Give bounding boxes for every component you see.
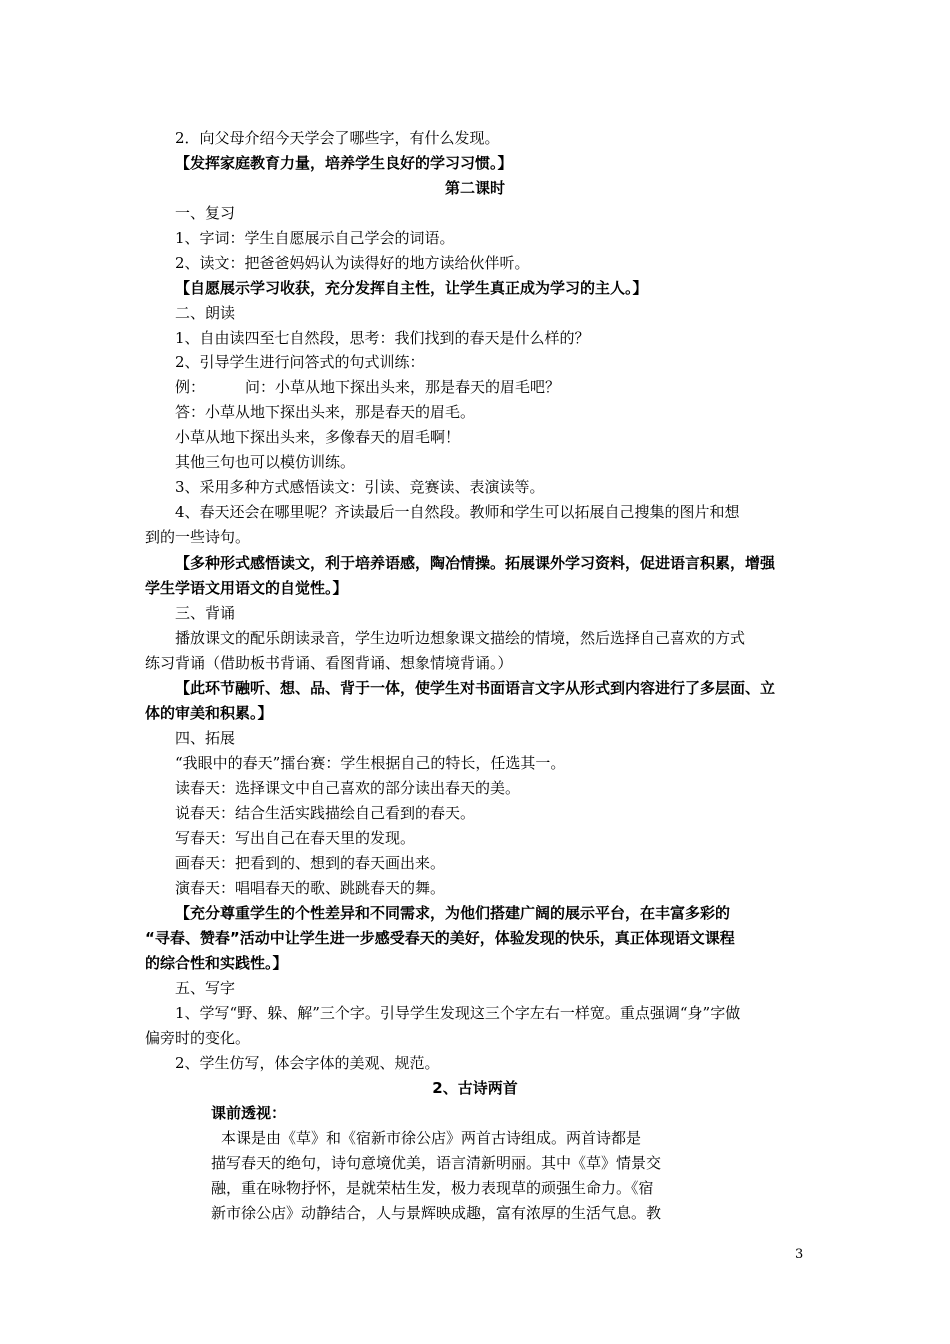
text-line: 1、学写“野、躲、解”三个字。引导学生发现这三个字左右一样宽。重点强调“身”字做	[175, 1004, 741, 1022]
text-line: 演春天：唱唱春天的歌、跳跳春天的舞。	[175, 879, 446, 897]
bold-annotation: 【此环节融听、想、品、背于一体，使学生对书面语言文字从形式到内容进行了多层面、立	[175, 679, 776, 697]
text-line: 到的一些诗句。	[145, 528, 251, 546]
text-line: 一、复习	[175, 204, 236, 222]
text-line: 其他三句也可以模仿训练。	[175, 453, 356, 471]
lesson-title: 2、古诗两首	[432, 1079, 518, 1097]
text-line: 本课是由《草》和《宿新市徐公店》两首古诗组成。两首诗都是	[221, 1129, 642, 1147]
text-line: 说春天：结合生活实践描绘自己看到的春天。	[175, 804, 476, 822]
text-line: “我眼中的春天”擂台赛：学生根据自己的特长，任选其一。	[175, 754, 566, 772]
page-number: 3	[795, 1247, 804, 1262]
text-line: 画春天：把看到的、想到的春天画出来。	[175, 854, 446, 872]
text-line: 2、引导学生进行问答式的句式训练：	[175, 353, 425, 371]
text-line: 播放课文的配乐朗读录音，学生边听边想象课文描绘的情境，然后选择自己喜欢的方式	[175, 629, 746, 647]
text-line: 1、自由读四至七自然段，思考：我们找到的春天是什么样的？	[175, 329, 590, 347]
text-line: 小草从地下探出头来，多像春天的眉毛啊！	[175, 428, 461, 446]
text-line: 读春天：选择课文中自己喜欢的部分读出春天的美。	[175, 779, 521, 797]
text-line: 4、春天还会在哪里呢？齐读最后一自然段。教师和学生可以拓展自己搜集的图片和想	[175, 503, 740, 521]
text-line: 偏旁时的变化。	[145, 1029, 251, 1047]
text-line: 2、学生仿写，体会字体的美观、规范。	[175, 1054, 440, 1072]
text-line: 三、背诵	[175, 604, 236, 622]
example-question: 问：小草从地下探出头来，那是春天的眉毛吧？	[245, 378, 561, 396]
text-line: 1、字词：学生自愿展示自己学会的词语。	[175, 229, 455, 247]
preview-heading: 课前透视：	[211, 1104, 287, 1122]
example-line	[175, 377, 810, 397]
text-line: 3、采用多种方式感悟读文：引读、竞赛读、表演读等。	[175, 478, 545, 496]
text-line: 2、读文：把爸爸妈妈认为读得好的地方读给伙伴听。	[175, 254, 530, 272]
text-line: 2．向父母介绍今天学会了哪些字，有什么发现。	[175, 129, 500, 147]
text-line: 融，重在咏物抒怀，是就荣枯生发，极力表现草的顽强生命力。《宿	[211, 1179, 654, 1197]
text-line: 答：小草从地下探出头来，那是春天的眉毛。	[175, 403, 476, 421]
bold-annotation: “寻春、赞春”活动中让学生进一步感受春天的美好，体验发现的快乐，真正体现语文课程	[145, 929, 735, 947]
text-line: 五、写字	[175, 979, 236, 997]
text-line: 练习背诵（借助板书背诵、看图背诵、想象情境背诵。）	[145, 654, 513, 672]
bold-annotation: 【充分尊重学生的个性差异和不同需求，为他们搭建广阔的展示平台，在丰富多彩的	[175, 904, 731, 922]
text-line: 描写春天的绝句，诗句意境优美，语言清新明丽。其中《草》情景交	[211, 1154, 662, 1172]
bold-annotation: 【发挥家庭教育力量，培养学生良好的学习习惯。】	[175, 154, 513, 172]
text-line: 新市徐公店》动静结合，人与景辉映成趣，富有浓厚的生活气息。教	[211, 1204, 662, 1222]
bold-annotation: 【自愿展示学习收获，充分发挥自主性，让学生真正成为学习的主人。】	[175, 279, 648, 297]
bold-annotation: 体的审美和积累。】	[145, 704, 273, 722]
text-line: 写春天：写出自己在春天里的发现。	[175, 829, 416, 847]
bold-annotation: 学生学语文用语文的自觉性。】	[145, 579, 348, 597]
text-line: 二、朗读	[175, 304, 236, 322]
section-title: 第二课时	[444, 179, 505, 197]
bold-annotation: 的综合性和实践性。】	[145, 954, 288, 972]
bold-annotation: 【多种形式感悟读文，利于培养语感，陶冶情操。拓展课外学习资料，促进语言积累，增强	[175, 554, 776, 572]
text-line: 四、拓展	[175, 729, 236, 747]
example-label: 例：	[175, 378, 206, 396]
